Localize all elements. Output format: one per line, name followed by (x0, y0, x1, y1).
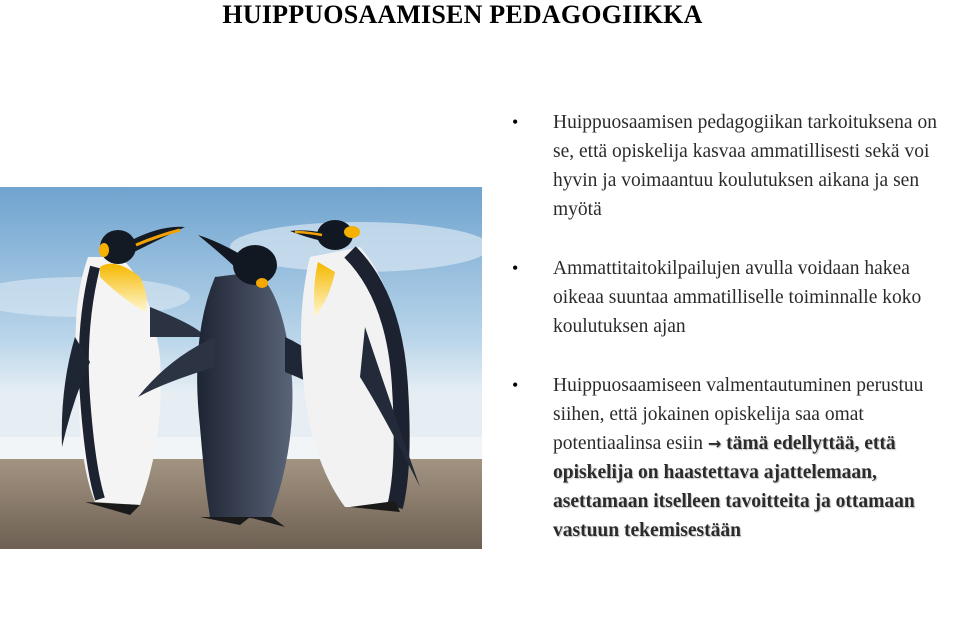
slide-title: HUIPPUOSAAMISEN PEDAGOGIIKKA (222, 0, 703, 29)
bullet-item-2 (512, 254, 957, 341)
bullet-dot: • (512, 258, 519, 278)
bullet-item-1 (512, 108, 957, 224)
penguins-photo (0, 187, 482, 549)
arrow-icon: → (707, 434, 722, 453)
bullet-dot: • (512, 112, 519, 132)
bullet-text-3: Huippuosaamiseen valmentautuminen perustuu siihen, että jokainen opiskelija saa omat potentiaalinsa esiin (553, 375, 924, 454)
bullet-text-1: Huippuosaamisen pedagogiikan tarkoituksena on se, että opiskelija kasvaa ammatillisesti sekä voi hyvin ja voimaantuu koulutuksen aikana ja sen myötä (553, 112, 937, 220)
bullet-dot: • (512, 375, 519, 395)
bullet-text-2: Ammattitaitokilpailujen avulla voidaan hakea oikeaa suuntaa ammatilliselle toiminnalle koko koulutuksen ajan (553, 258, 922, 337)
bullet-text-3-emphasis: tämä edellyttää, että opiskelija on haastettava ajattelemaan, asettamaan itselleen tavoitteita ja ottamaan vastuun tekemisestään (553, 433, 915, 541)
bullet-list (512, 108, 957, 545)
bullet-item-3 (512, 371, 957, 545)
